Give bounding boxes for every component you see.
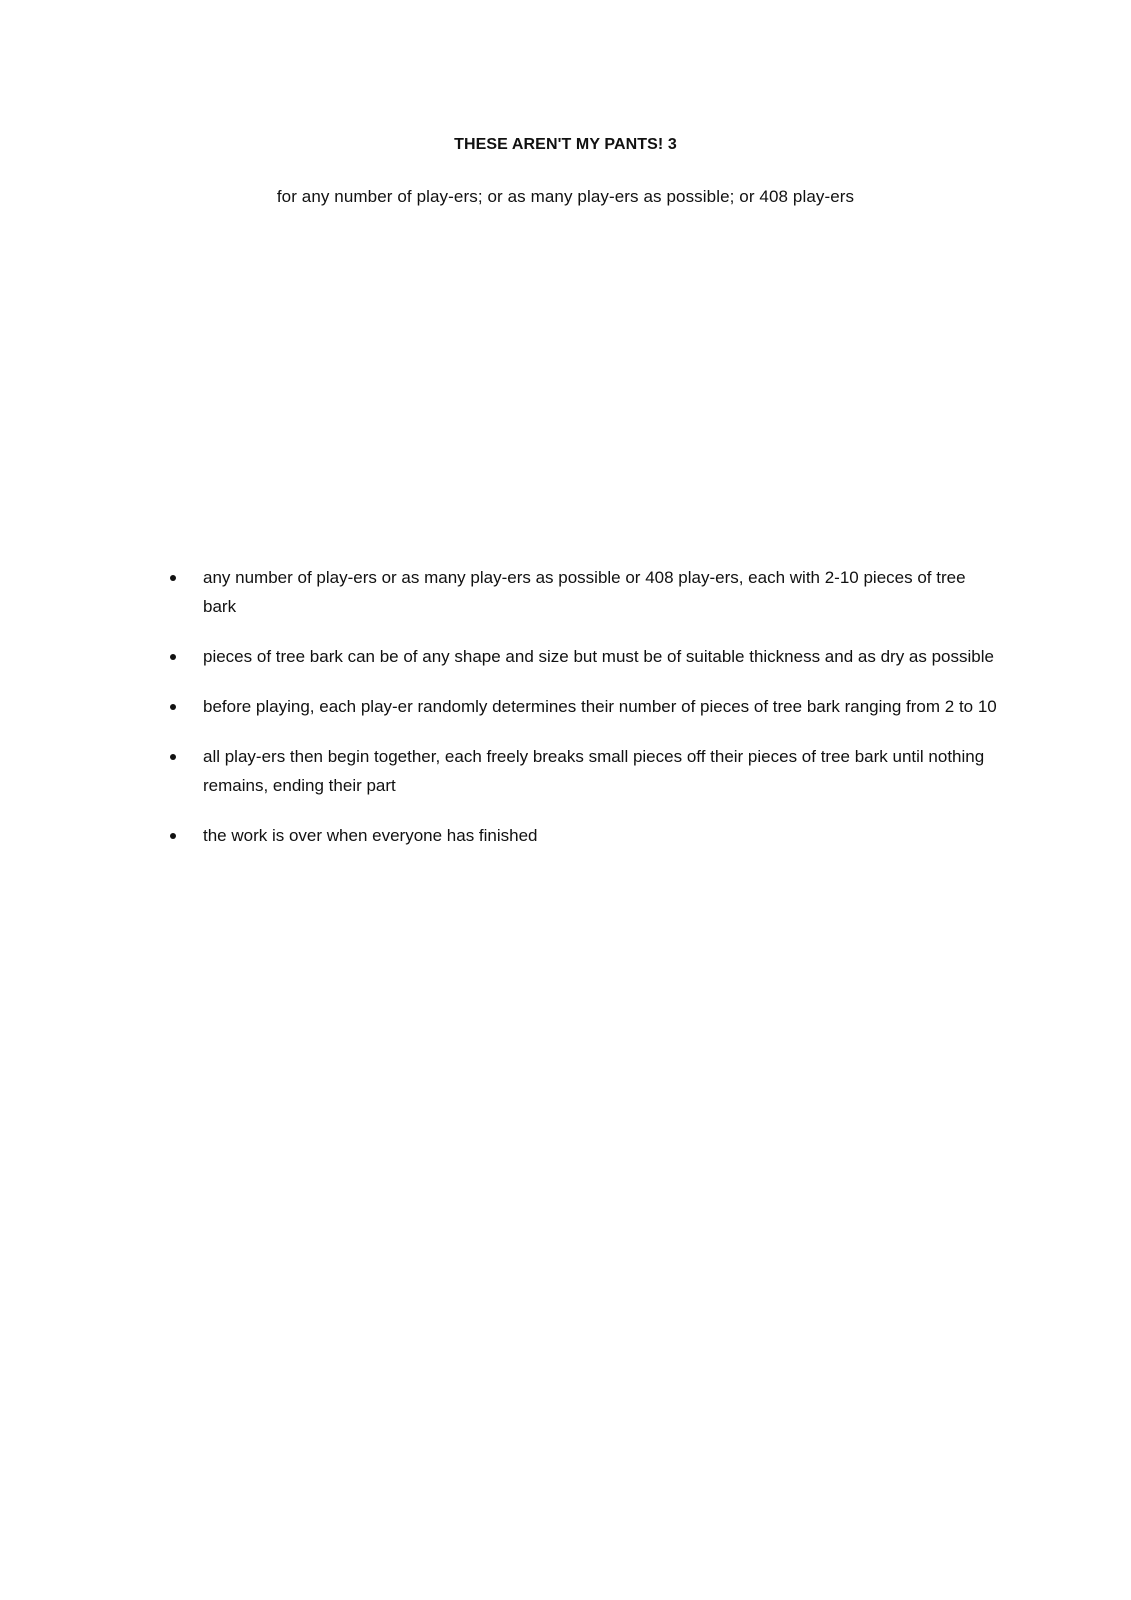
document-title: THESE AREN'T MY PANTS! 3 (454, 136, 677, 153)
rule-text: pieces of tree bark can be of any shape and size but must be of suitable thickness and as dry as possible (203, 647, 994, 666)
document-subtitle: for any number of play-ers; or as many play-ers as possible; or 408 play-ers (276, 187, 855, 206)
bullet-icon (170, 704, 176, 710)
list-item (170, 742, 1000, 800)
rule-text: before playing, each play-er randomly determines their number of pieces of tree bark ranging from 2 to 10 (203, 697, 997, 716)
rule-text: all play-ers then begin together, each freely breaks small pieces off their pieces of tree bark until nothing remains, ending their part (203, 747, 985, 795)
rules-list (170, 563, 1000, 871)
rule-text: the work is over when everyone has finished (203, 826, 538, 845)
rule-text: any number of play-ers or as many play-ers as possible or 408 play-ers, each with 2-10 pieces of tree bark (203, 568, 966, 616)
list-item (170, 563, 1000, 621)
bullet-icon (170, 654, 176, 660)
bullet-icon (170, 833, 176, 839)
list-item (170, 821, 1000, 850)
bullet-icon (170, 575, 176, 581)
list-item (170, 642, 1000, 671)
list-item (170, 692, 1000, 721)
bullet-icon (170, 754, 176, 760)
